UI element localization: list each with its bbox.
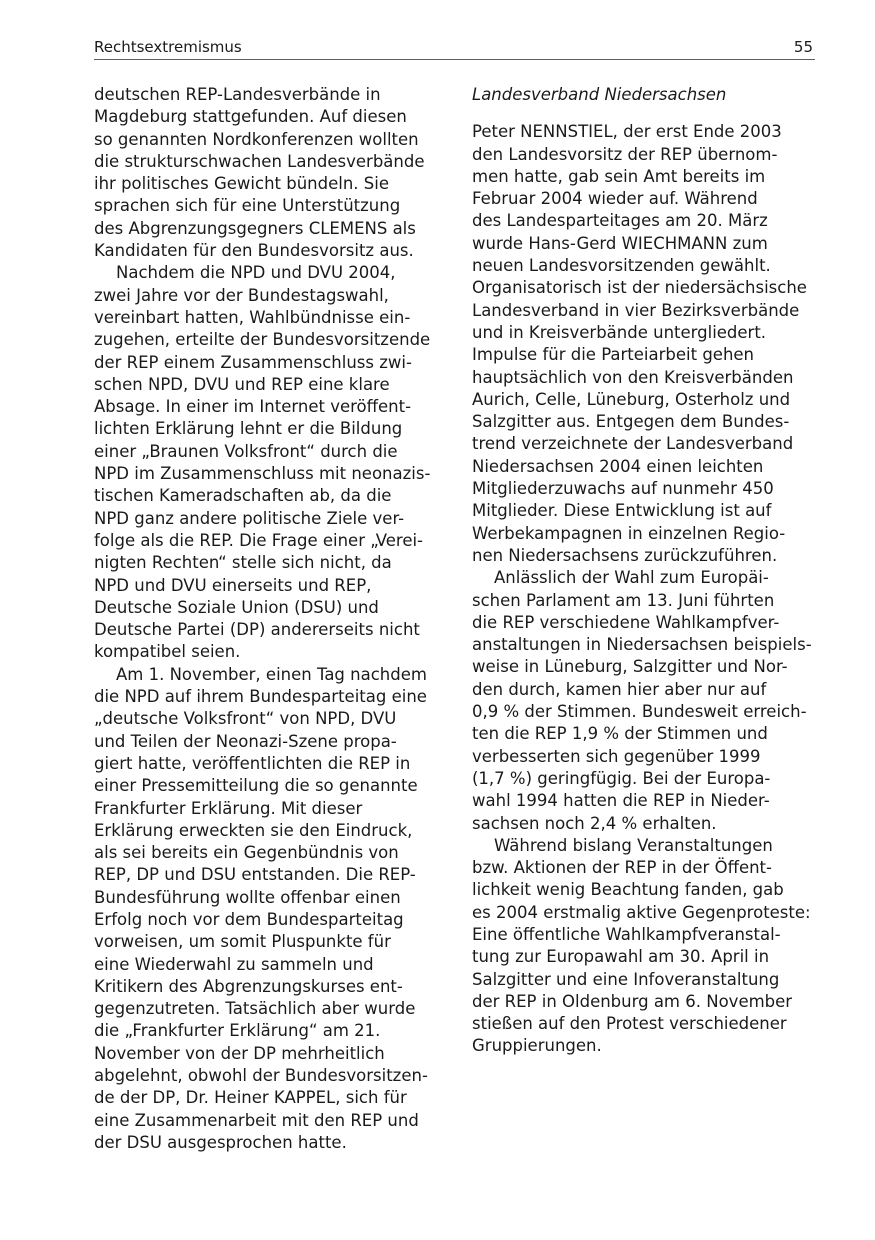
text-line: REP, DP und DSU entstanden. Die REP- <box>94 865 416 885</box>
section-heading: Landesverband Niedersachsen <box>472 85 727 104</box>
text-line: Werbekampagnen in einzelnen Regio- <box>472 523 786 543</box>
text-line: schen NPD, DVU und REP eine klare <box>94 374 390 394</box>
text-line: kompatibel seien. <box>94 642 241 662</box>
text-line: 0,9 % der Stimmen. Bundesweit erreich- <box>472 702 807 722</box>
section-title: Rechtsextremismus <box>94 38 242 56</box>
text-line: deutschen REP-Landesverbände in <box>94 85 381 104</box>
text-line: bzw. Aktionen der REP in der Öffent- <box>472 858 772 878</box>
text-line: giert hatte, veröffentlichten die REP in <box>94 753 411 773</box>
text-line: NPD ganz andere politische Ziele ver- <box>94 508 405 528</box>
text-line: anstaltungen in Niedersachsen beispiels- <box>472 635 812 655</box>
text-line: die „Frankfurter Erklärung“ am 21. <box>94 1021 381 1041</box>
text-line: „deutsche Volksfront“ von NPD, DVU <box>94 709 397 729</box>
text-line: lichkeit wenig Beachtung fanden, gab <box>472 880 784 900</box>
text-line: Bundesführung wollte offenbar einen <box>94 887 401 907</box>
text-line: Gruppierungen. <box>472 1036 602 1056</box>
text-line: Eine öffentliche Wahlkampfveranstal- <box>472 924 781 944</box>
text-line: Magdeburg stattgefunden. Auf diesen <box>94 107 407 127</box>
text-line: tischen Kameradschaften ab, da die <box>94 486 392 506</box>
text-line: abgelehnt, obwohl der Bundesvorsitzen- <box>94 1066 428 1086</box>
text-line: nigten Rechten“ stelle sich nicht, da <box>94 553 392 573</box>
text-line: Februar 2004 wieder auf. Während <box>472 189 758 209</box>
text-line: es 2004 erstmalig aktive Gegenproteste: <box>472 902 811 922</box>
page-number: 55 <box>793 38 813 56</box>
text-line: trend verzeichnete der Landesverband <box>472 434 794 454</box>
text-line: wahl 1994 hatten die REP in Nieder- <box>472 791 770 811</box>
text-line: Aurich, Celle, Lüneburg, Osterholz und <box>472 389 791 409</box>
text-line: Frankfurter Erklärung. Mit dieser <box>94 798 363 818</box>
text-line: so genannten Nordkonferenzen wollten <box>94 129 419 149</box>
text-line: der REP einem Zusammenschluss zwi- <box>94 352 412 372</box>
text-line: zwei Jahre vor der Bundestagswahl, <box>94 285 389 305</box>
text-line: men hatte, gab sein Amt bereits im <box>472 166 766 186</box>
text-line: wurde Hans-Gerd WIECHMANN zum <box>472 233 768 253</box>
text-line: des Abgrenzungsgegners CLEMENS als <box>94 218 416 238</box>
text-line: Erklärung erweckten sie den Eindruck, <box>94 820 413 840</box>
text-line: Anlässlich der Wahl zum Europäi- <box>494 568 769 588</box>
text-line: sprachen sich für eine Unterstützung <box>94 196 401 216</box>
text-line: lichten Erklärung lehnt er die Bildung <box>94 419 403 439</box>
text-line: vereinbart hatten, Wahlbündnisse ein- <box>94 307 411 327</box>
text-line: ihr politisches Gewicht bündeln. Sie <box>94 174 389 194</box>
text-line: Nachdem die NPD und DVU 2004, <box>116 263 396 283</box>
text-line: Deutsche Soziale Union (DSU) und <box>94 597 379 617</box>
text-line: tung zur Europawahl am 30. April in <box>472 947 770 967</box>
text-line: Mitgliederzuwachs auf nunmehr 450 <box>472 479 774 499</box>
text-line: Am 1. November, einen Tag nachdem <box>116 664 427 684</box>
text-line: und in Kreisverbände untergliedert. <box>472 322 767 342</box>
text-line: Salzgitter und eine Infoveranstaltung <box>472 969 780 989</box>
left-column <box>94 84 439 1154</box>
text-line: hauptsächlich von den Kreisverbänden <box>472 367 794 387</box>
text-line: nen Niedersachsens zurückzuführen. <box>472 545 778 565</box>
text-line: Landesverband in vier Bezirksverbände <box>472 300 800 320</box>
text-line: und Teilen der Neonazi-Szene propa- <box>94 731 397 751</box>
text-line: (1,7 %) geringfügig. Bei der Europa- <box>472 768 771 788</box>
text-line: des Landesparteitages am 20. März <box>472 211 768 231</box>
running-head <box>94 37 815 60</box>
text-line: Kandidaten für den Bundesvorsitz aus. <box>94 241 414 261</box>
text-line: Peter NENNSTIEL, der erst Ende 2003 <box>472 122 782 142</box>
text-line: den durch, kamen hier aber nur auf <box>472 679 767 699</box>
text-line: zugehen, erteilte der Bundesvorsitzende <box>94 330 431 350</box>
text-line: Mitglieder. Diese Entwicklung ist auf <box>472 501 772 521</box>
text-line: die NPD auf ihrem Bundesparteitag eine <box>94 687 427 707</box>
text-line: folge als die REP. Die Frage einer „Verei- <box>94 530 424 550</box>
text-line: eine Wiederwahl zu sammeln und <box>94 954 374 974</box>
text-line: vorweisen, um somit Pluspunkte für <box>94 932 391 952</box>
text-line: die REP verschiedene Wahlkampfver- <box>472 612 780 632</box>
text-line: Niedersachsen 2004 einen leichten <box>472 456 764 476</box>
text-line: die strukturschwachen Landesverbände <box>94 151 425 171</box>
text-line: ten die REP 1,9 % der Stimmen und <box>472 724 768 744</box>
text-line: als sei bereits ein Gegenbündnis von <box>94 843 399 863</box>
text-line: stießen auf den Protest verschiedener <box>472 1014 787 1034</box>
text-line: Salzgitter aus. Entgegen dem Bundes- <box>472 412 790 432</box>
text-line: neuen Landesvorsitzenden gewählt. <box>472 256 771 276</box>
text-line: Deutsche Partei (DP) andererseits nicht <box>94 620 420 640</box>
text-line: sachsen noch 2,4 % erhalten. <box>472 813 717 833</box>
text-line: weise in Lüneburg, Salzgitter und Nor- <box>472 657 788 677</box>
right-column <box>472 84 817 1058</box>
text-line: einer Pressemitteilung die so genannte <box>94 776 418 796</box>
text-line: Absage. In einer im Internet veröffent- <box>94 397 412 417</box>
text-line: November von der DP mehrheitlich <box>94 1043 385 1063</box>
text-line: Kritikern des Abgrenzungskurses ent- <box>94 976 403 996</box>
text-line: verbesserten sich gegenüber 1999 <box>472 746 761 766</box>
text-line: eine Zusammenarbeit mit den REP und <box>94 1110 419 1130</box>
text-line: de der DP, Dr. Heiner KAPPEL, sich für <box>94 1088 407 1108</box>
text-line: Während bislang Veranstaltungen <box>494 835 773 855</box>
text-line: den Landesvorsitz der REP übernom- <box>472 144 778 164</box>
text-line: der REP in Oldenburg am 6. November <box>472 991 793 1011</box>
text-line: NPD und DVU einerseits und REP, <box>94 575 372 595</box>
text-line: der DSU ausgesprochen hatte. <box>94 1132 347 1152</box>
text-line: schen Parlament am 13. Juni führten <box>472 590 775 610</box>
text-line: gegenzutreten. Tatsächlich aber wurde <box>94 999 416 1019</box>
text-line: NPD im Zusammenschluss mit neonazis- <box>94 464 431 484</box>
text-line: Erfolg noch vor dem Bundesparteitag <box>94 909 404 929</box>
text-line: Organisatorisch ist der niedersächsische <box>472 278 807 298</box>
text-line: Impulse für die Parteiarbeit gehen <box>472 345 755 365</box>
text-line: einer „Braunen Volksfront“ durch die <box>94 441 398 461</box>
